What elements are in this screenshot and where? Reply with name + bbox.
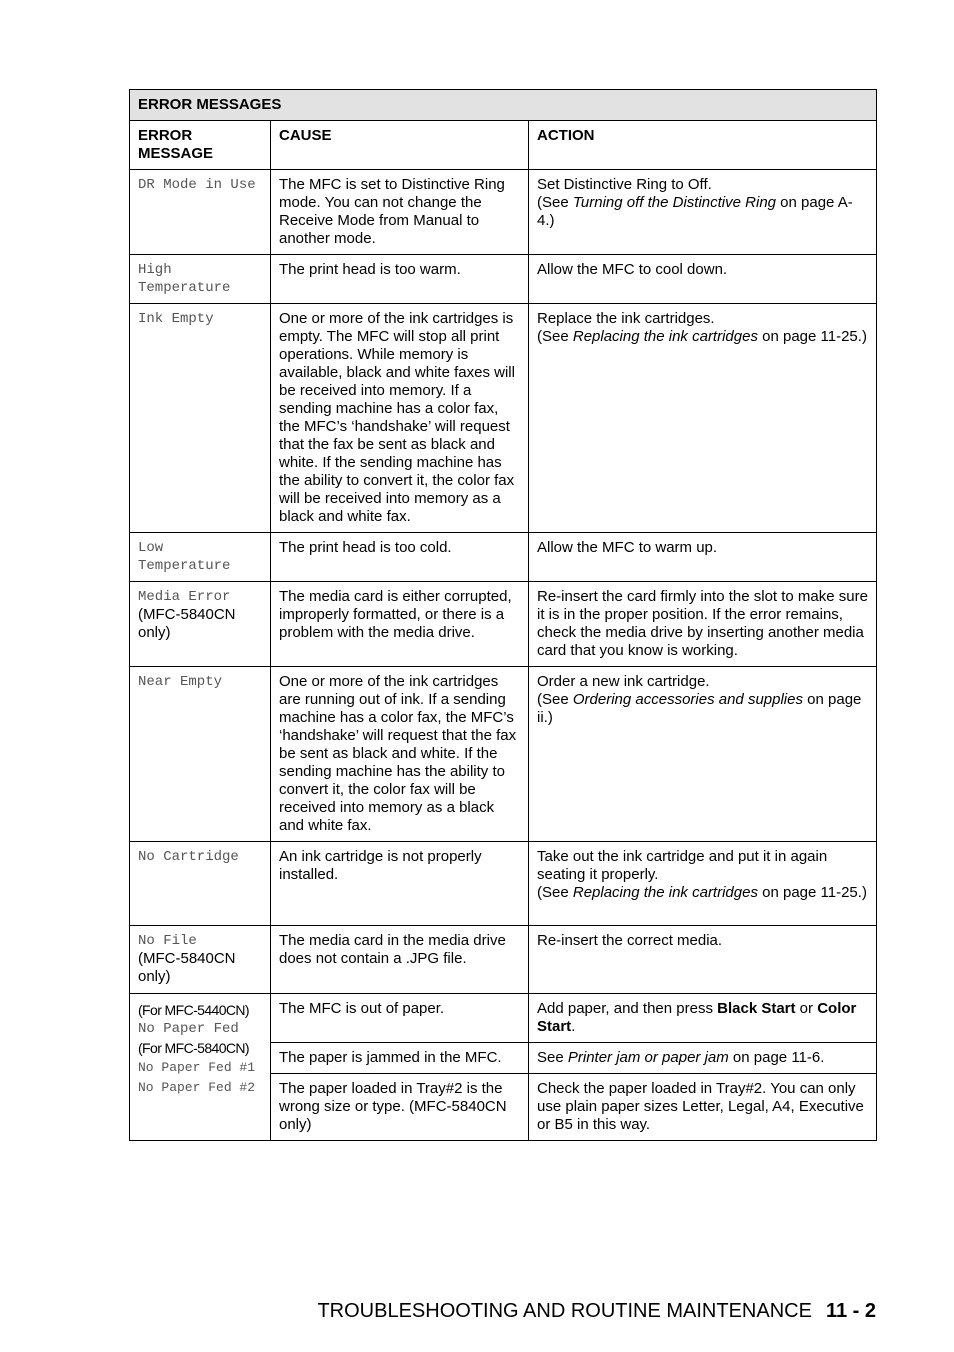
header-error-message: ERROR MESSAGE <box>130 121 271 170</box>
model-for-5840: (For MFC-5840CN) <box>138 1040 249 1056</box>
error-message-text: Media Error <box>138 589 231 605</box>
error-message-text: DR Mode in Use <box>138 177 256 193</box>
action-prefix: Add paper, and then press <box>537 1000 718 1017</box>
table-caption: ERROR MESSAGES <box>130 90 877 121</box>
header-cause: CAUSE <box>271 121 529 170</box>
error-message-cell <box>130 994 271 1141</box>
error-message-cell <box>130 304 271 533</box>
see-ref-title: Replacing the ink cartridges <box>572 884 758 901</box>
model-note: (MFC-5840CN only) <box>138 606 236 641</box>
footer-section-title: TROUBLESHOOTING AND ROUTINE MAINTENANCE <box>317 1300 812 1322</box>
see-suffix: on page ii.) <box>537 691 862 726</box>
action-cell <box>529 1043 877 1074</box>
action-suffix: . <box>571 1018 576 1035</box>
table-row <box>130 994 877 1043</box>
error-message-cell <box>130 667 271 842</box>
table-header-row <box>130 121 877 170</box>
action-cell: Allow the MFC to warm up. <box>529 533 877 582</box>
action-cell <box>529 842 877 926</box>
cause-cell: The media card in the media drive does not contain a .JPG file. <box>271 926 529 994</box>
black-start-key: Black Start <box>717 1000 796 1017</box>
see-suffix: on page A-4.) <box>537 194 853 229</box>
cause-cell: The paper loaded in Tray#2 is the wrong size or type. (MFC-5840CN only) <box>271 1074 529 1141</box>
cause-cell: The media card is either corrupted, improperly formatted, or there is a problem with the media drive. <box>271 582 529 667</box>
table-row <box>130 582 877 667</box>
error-message-cell <box>130 533 271 582</box>
page-footer <box>300 1300 876 1323</box>
see-prefix: (See <box>537 328 573 345</box>
error-message-cell <box>130 842 271 926</box>
action-cell <box>529 304 877 533</box>
table-caption-row <box>130 90 877 121</box>
action-cell <box>529 170 877 255</box>
action-text: Set Distinctive Ring to Off. <box>537 176 712 193</box>
see-suffix: on page 11-25.) <box>757 328 867 345</box>
action-cell <box>529 994 877 1043</box>
table-row <box>130 667 877 842</box>
action-cell <box>529 667 877 842</box>
page-number: 11 - 2 <box>825 1300 876 1322</box>
see-prefix: (See <box>537 691 573 708</box>
header-action: ACTION <box>529 121 877 170</box>
table-row <box>130 170 877 255</box>
error-message-text: Low Temperature <box>138 540 231 574</box>
error-message-cell <box>130 926 271 994</box>
see-reference <box>537 328 868 346</box>
table-row <box>130 926 877 994</box>
error-message-cell <box>130 170 271 255</box>
color-start-key: Color Start <box>537 1000 857 1035</box>
cause-cell: The MFC is set to Distinctive Ring mode. You can not change the Receive Mode from Manual to another mode. <box>271 170 529 255</box>
action-text: Order a new ink cartridge. <box>537 673 710 690</box>
error-message-text: No File <box>138 933 197 949</box>
error-message-text: No Paper Fed #1 <box>138 1060 256 1075</box>
error-message-cell <box>130 255 271 304</box>
action-cell: Re-insert the correct media. <box>529 926 877 994</box>
error-message-text: Near Empty <box>138 674 223 690</box>
table-row <box>130 533 877 582</box>
action-prefix: See <box>537 1049 568 1066</box>
action-text: Replace the ink cartridges. <box>537 310 715 327</box>
model-for-5440: (For MFC-5440CN) <box>138 1002 249 1018</box>
table-row <box>130 304 877 533</box>
error-message-cell <box>130 582 271 667</box>
table-row <box>130 842 877 926</box>
see-prefix: (See <box>537 194 573 211</box>
cause-cell: One or more of the ink cartridges is empty. The MFC will stop all print operations. While memory is available, black and white faxes will be received into memory. If a sending machine has a color fax, the MFC’s ‘handshake’ will request that the fax be sent as black and white. If the sending machine has the ability to convert it, the color fax will be received into memory as a black and white fax. <box>271 304 529 533</box>
see-reference <box>537 691 868 727</box>
action-cell: Check the paper loaded in Tray#2. You can only use plain paper sizes Letter, Legal, A4, Executive or B5 in this way. <box>529 1074 877 1141</box>
error-message-text: High Temperature <box>138 262 231 296</box>
action-text: Take out the ink cartridge and put it in again seating it properly. <box>537 848 828 883</box>
cause-cell: The print head is too cold. <box>271 533 529 582</box>
see-ref-title: Ordering accessories and supplies <box>572 691 803 708</box>
see-prefix: (See <box>537 884 573 901</box>
see-reference <box>537 194 868 230</box>
see-ref-title: Printer jam or paper jam <box>567 1049 729 1066</box>
see-ref-title: Turning off the Distinctive Ring <box>572 194 777 211</box>
see-reference <box>537 884 868 902</box>
error-message-text: No Paper Fed <box>138 1021 239 1037</box>
table-row <box>130 255 877 304</box>
error-message-text: No Cartridge <box>138 849 239 865</box>
see-suffix: on page 11-25.) <box>757 884 867 901</box>
error-message-text: Ink Empty <box>138 311 214 327</box>
cause-cell: The paper is jammed in the MFC. <box>271 1043 529 1074</box>
cause-cell: The MFC is out of paper. <box>271 994 529 1043</box>
cause-cell: An ink cartridge is not properly installed. <box>271 842 529 926</box>
see-ref-title: Replacing the ink cartridges <box>572 328 758 345</box>
cause-cell: One or more of the ink cartridges are running out of ink. If a sending machine has a color fax, the MFC’s ‘handshake’ will request that the fax be sent as black and white. If the sending machine has the ability to convert it, the color fax will be received into memory as a black and white fax. <box>271 667 529 842</box>
action-cell: Allow the MFC to cool down. <box>529 255 877 304</box>
cause-cell: The print head is too warm. <box>271 255 529 304</box>
error-message-text: No Paper Fed #2 <box>138 1080 256 1095</box>
action-mid: or <box>795 1000 818 1017</box>
error-messages-table <box>129 89 877 1141</box>
model-note: (MFC-5840CN only) <box>138 950 236 985</box>
action-cell: Re-insert the card firmly into the slot to make sure it is in the proper position. If the error remains, check the media drive by inserting another media card that you know is working. <box>529 582 877 667</box>
action-suffix: on page 11-6. <box>728 1049 825 1066</box>
